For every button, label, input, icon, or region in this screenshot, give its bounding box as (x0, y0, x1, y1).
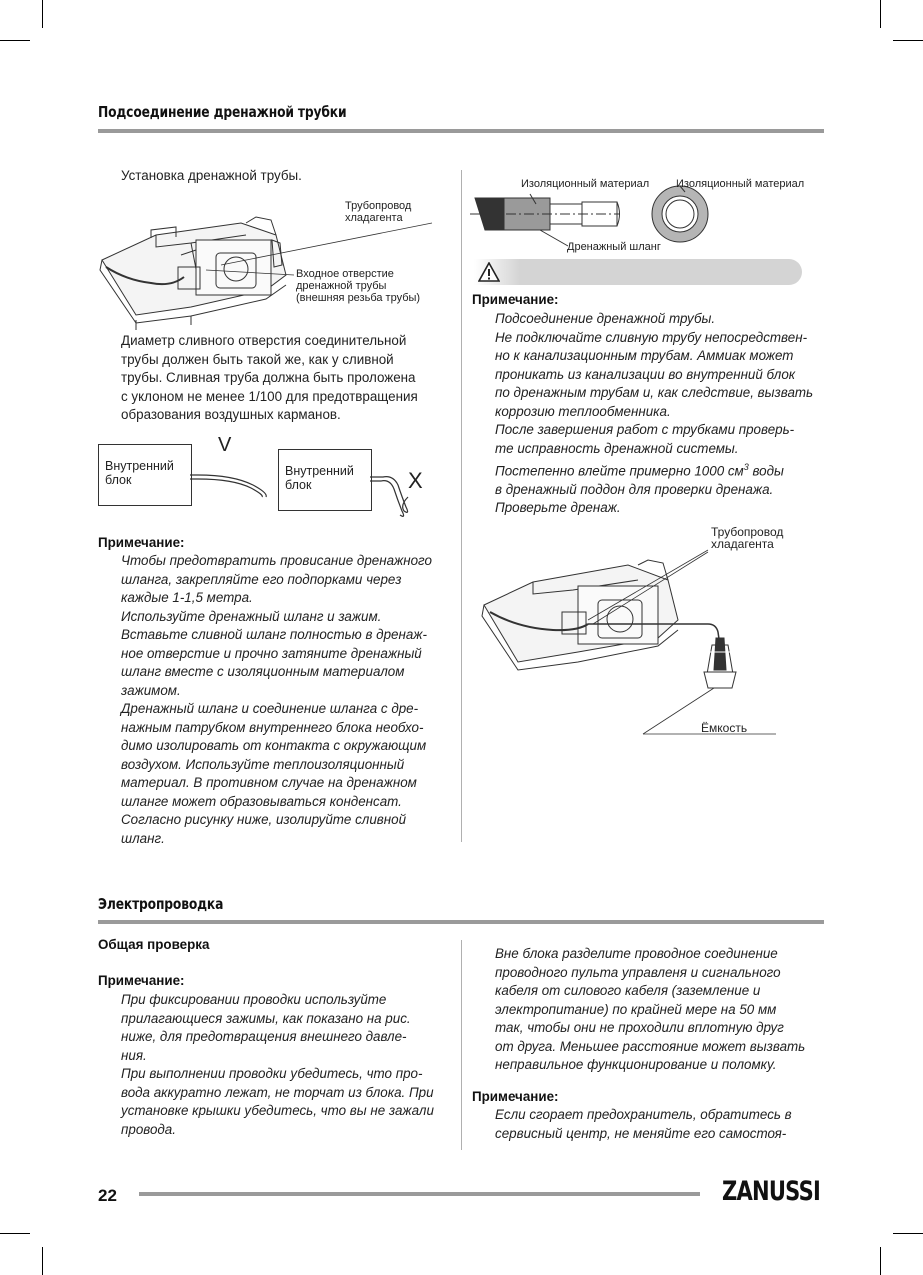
correct-mark-icon: V (218, 434, 232, 456)
section-rule (98, 129, 824, 133)
note-title: Примечание: (98, 535, 185, 550)
wiring-note-right-body: Если сгорает предохранитель, обратитесь в сервисный центр, не меняйте его самостоя- (495, 1107, 792, 1141)
section-title-wiring: Электропроводка (98, 895, 224, 913)
note-title: Примечание: (98, 973, 185, 988)
unit-box-right: Внутренний блок (278, 449, 372, 511)
section-title-drain: Подсоединение дренажной трубки (98, 103, 347, 121)
crop-mark (0, 40, 30, 41)
crop-mark (42, 0, 43, 28)
fig1-label-refrigerant: Трубопровод хладагента (345, 200, 412, 224)
install-heading: Установка дренажной трубы. (121, 168, 302, 183)
drain-check-figure (478, 520, 818, 740)
fig3-label-insulation-1: Изоляционный материал (521, 178, 650, 190)
wiring-note-left-body: При фиксировании проводки используйте прилагающиеся зажимы, как показано на рис. ниже, для предотвращения внешнего давле- ния. При выполнении проводки убедитесь, что про- вода аккуратно лежат, не торчат из блока. При установке крышки убедитесь, что вы не зажали провода. (121, 992, 434, 1137)
crop-mark (893, 1233, 923, 1234)
fig3-label-insulation-2: Изоляционный материал (676, 178, 805, 190)
fig1-label-inlet: Входное отверстие дренажной трубы (внешняя резьба трубы) (296, 268, 421, 304)
crop-mark (42, 1247, 43, 1275)
wiring-subtitle: Общая проверка (98, 937, 210, 952)
wiring-right-text: Вне блока разделите проводное соединение проводного пульта управленя и сигнального кабеля от силового кабеля (заземление и электропитание) по крайней мере на 50 мм так, чтобы они не проходили вплотную друг от друга. Меньшее расстояние может вызвать неправильное функционирование и поломку. (495, 946, 806, 1072)
fig4-label-container: Ёмкость (701, 721, 748, 735)
diameter-text: Диаметр сливного отверстия соединительной трубы должен быть такой же, как у сливной трубы. Сливная труба должна быть проложена с уклоном не менее 1/100 для предотвращения образования воздушных карманов. (121, 333, 418, 422)
section-rule (98, 920, 824, 924)
incorrect-mark-icon: X (408, 468, 423, 493)
warning-triangle-icon (478, 262, 500, 282)
crop-mark (893, 40, 923, 41)
warning-bar (474, 259, 802, 285)
note-right-body: Подсоединение дренажной трубы. Не подключайте сливную трубу непосредствен- но к канализационным трубам. Аммиак может проникать из канализации во внутренний блок по дренажным трубам и, как следствие, вызвать коррозию теплообменника. После завершения работ с трубками проверь- те исправность дренажной системы. Постепенно влейте примерно 1000 $см^3$ воды в дренажный поддон для проверки дренажа. Проверьте дренаж. (495, 311, 814, 516)
crop-mark (880, 1247, 881, 1275)
fig4-label-refrigerant: Трубопровод хладагента (711, 525, 784, 551)
footer-rule (139, 1192, 700, 1196)
page-number: 22 (98, 1186, 117, 1205)
note-title: Примечание: (472, 292, 559, 307)
column-divider (461, 170, 462, 842)
note-title: Примечание: (472, 1089, 559, 1104)
crop-mark (880, 0, 881, 28)
unit-box-left: Внутренний блок (98, 444, 192, 506)
fig3-label-hose: Дренажный шланг (567, 241, 661, 253)
column-divider (461, 940, 462, 1150)
crop-mark (0, 1233, 30, 1234)
note-left-body: Чтобы предотвратить провисание дренажного шланга, закрепляйте его подпорками через каждые 1-1,5 метра. Используйте дренажный шланг и зажим. Вставьте сливной шланг полностью в дренаж- ное отверстие и прочно затяните дренажный шланг вместе с изоляционным материалом зажимом. Дренажный шланг и соединение шланга с дре- нажным патрубком внутреннего блока необхо- димо изолировать от контакта с окружающим воздухом. Используйте теплоизоляционный материал. В противном случае на дренажном шланге может образовываться конденсат. Согласно рисунку ниже, изолируйте сливной шланг. (121, 553, 432, 846)
brand-logo: ZANUSSI (722, 1176, 821, 1207)
